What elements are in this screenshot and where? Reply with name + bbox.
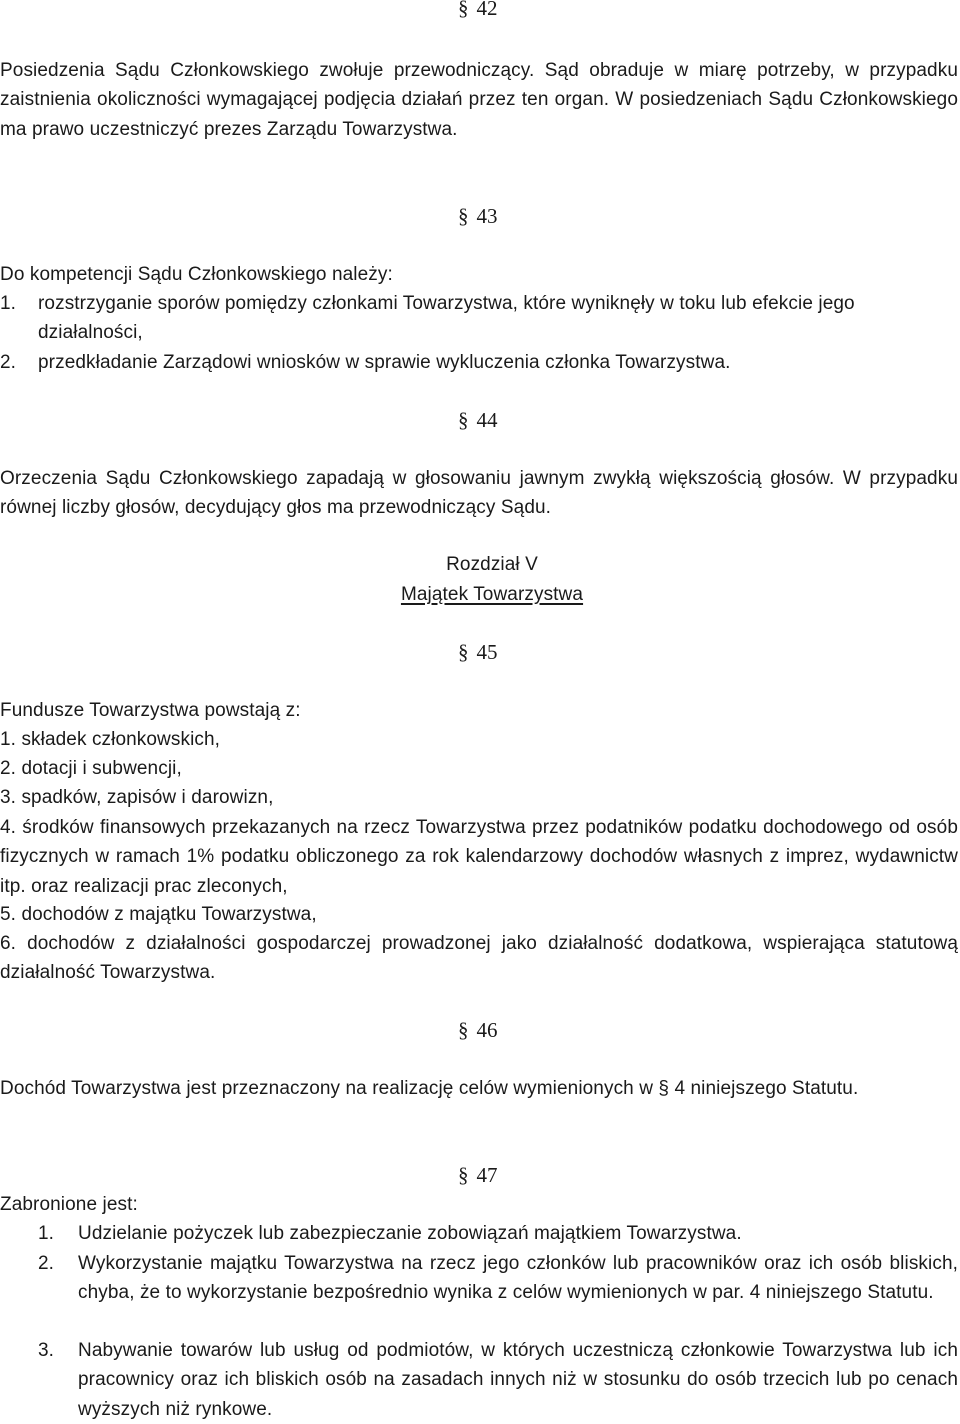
section-symbol: § [458, 1163, 469, 1187]
list-item-number: 3. [38, 1340, 55, 1361]
section-heading-42 [458, 0, 498, 23]
list-item [0, 900, 958, 929]
chapter-subtitle [0, 580, 960, 609]
section-heading-44 [458, 406, 498, 435]
list-item-number: 2. [0, 352, 17, 373]
list-item-text: przedkładanie Zarządowi wniosków w sprawie wykluczenia członka Towarzystwa. [38, 352, 731, 373]
list-item-number: 3. [0, 787, 17, 808]
list-item-number: 2. [38, 1253, 55, 1274]
section-symbol: § [458, 204, 469, 228]
list-item-number: 6. [0, 933, 17, 954]
paragraph-42 [0, 56, 958, 144]
section-symbol: § [458, 640, 469, 664]
paragraph-44 [0, 464, 958, 523]
paragraph-43-intro [0, 260, 958, 289]
paragraph-text: Posiedzenia Sądu Członkowskiego zwołuje przewodniczący. Sąd obraduje w miarę potrzeby, w przypadku zaistnienia okoliczności wymagającej podjęcia działań przez ten organ. W posiedzeniach Sądu Członkowskiego ma prawo uczestniczyć prezes Zarządu Towarzystwa. [0, 60, 958, 140]
section-heading-43 [458, 202, 498, 231]
list-item [0, 725, 958, 754]
list-item-text: składek członkowskich, [21, 729, 221, 750]
list-item-text: rozstrzyganie sporów pomiędzy członkami Towarzystwa, które wyniknęły w toku lub efekcie jego działalności, [38, 293, 855, 344]
list-item-text: dochodów z działalności gospodarczej prowadzonej jako działalność dodatkowa, wspierająca statutową działalność Towarzystwa. [0, 933, 958, 984]
paragraph-text: Do kompetencji Sądu Członkowskiego należy: [0, 264, 393, 285]
list-item-text: Udzielanie pożyczek lub zabezpieczanie zobowiązań majątkiem Towarzystwa. [78, 1223, 742, 1244]
paragraph-text: Orzeczenia Sądu Członkowskiego zapadają w głosowaniu jawnym zwykłą większością głosów. W przypadku równej liczby głosów, decydujący głos ma przewodniczący Sądu. [0, 468, 958, 519]
list-item-number: 4. [0, 817, 17, 838]
list-item-text: Wykorzystanie majątku Towarzystwa na rzecz jego członków lub pracowników oraz ich osób bliskich, chyba, że to wykorzystanie bezpośrednio wynika z celów wymienionych w par. 4 niniejszego Statutu. [78, 1253, 958, 1304]
paragraph-text: Zabronione jest: [0, 1194, 138, 1215]
list-item [0, 1336, 958, 1424]
list-item [0, 754, 958, 783]
section-heading-45 [458, 638, 498, 667]
list-item [0, 348, 958, 377]
section-symbol: § [458, 408, 469, 432]
list-item-text: Nabywanie towarów lub usług od podmiotów, w których uczestniczą członkowie Towarzystwa lub ich pracownicy oraz ich bliskich osób na zasadach innych niż w stosunku do osób trzecich lub po cenach wyższych niż rynkowe. [78, 1340, 958, 1420]
section-number: 45 [476, 640, 498, 664]
section-number: 47 [476, 1163, 498, 1187]
list-item-number: 1. [0, 729, 17, 750]
list-item-text: spadków, zapisów i darowizn, [21, 787, 274, 808]
list-item-text: środków finansowych przekazanych na rzecz Towarzystwa przez podatników podatku dochodowego od osób fizycznych w ramach 1% podatku obliczonego za rok kalendarzowy dochodów własnych z imprez, wydawnictw itp. oraz realizacji prac zleconych, [0, 817, 958, 897]
paragraph-46 [0, 1074, 958, 1103]
section-number: 44 [476, 408, 498, 432]
section-number: 42 [476, 0, 498, 20]
section-symbol: § [458, 0, 469, 20]
chapter-title: Rozdział V [446, 554, 538, 575]
list-item-number: 1. [38, 1223, 55, 1244]
list-item-text: dochodów z majątku Towarzystwa, [21, 904, 317, 925]
paragraph-text: Fundusze Towarzystwa powstają z: [0, 700, 301, 721]
section-number: 43 [476, 204, 498, 228]
list-item [0, 783, 958, 812]
list-item-number: 1. [0, 293, 17, 314]
paragraph-text: Dochód Towarzystwa jest przeznaczony na realizację celów wymienionych w § 4 niniejszego Statutu. [0, 1078, 859, 1099]
list-item [0, 1249, 958, 1308]
paragraph-45-intro [0, 696, 958, 725]
section-symbol: § [458, 1018, 469, 1042]
list-item-text: dotacji i subwencji, [21, 758, 182, 779]
list-item [0, 1219, 958, 1248]
chapter-subtitle-text: Majątek Towarzystwa [400, 584, 584, 605]
list-item-number: 2. [0, 758, 17, 779]
list-item [0, 929, 958, 988]
list-item-number: 5. [0, 904, 17, 925]
paragraph-47-intro [0, 1190, 958, 1219]
list-item [0, 813, 958, 901]
section-heading-47 [458, 1161, 498, 1190]
list-item [0, 289, 958, 348]
section-heading-46 [458, 1016, 498, 1045]
section-number: 46 [476, 1018, 498, 1042]
